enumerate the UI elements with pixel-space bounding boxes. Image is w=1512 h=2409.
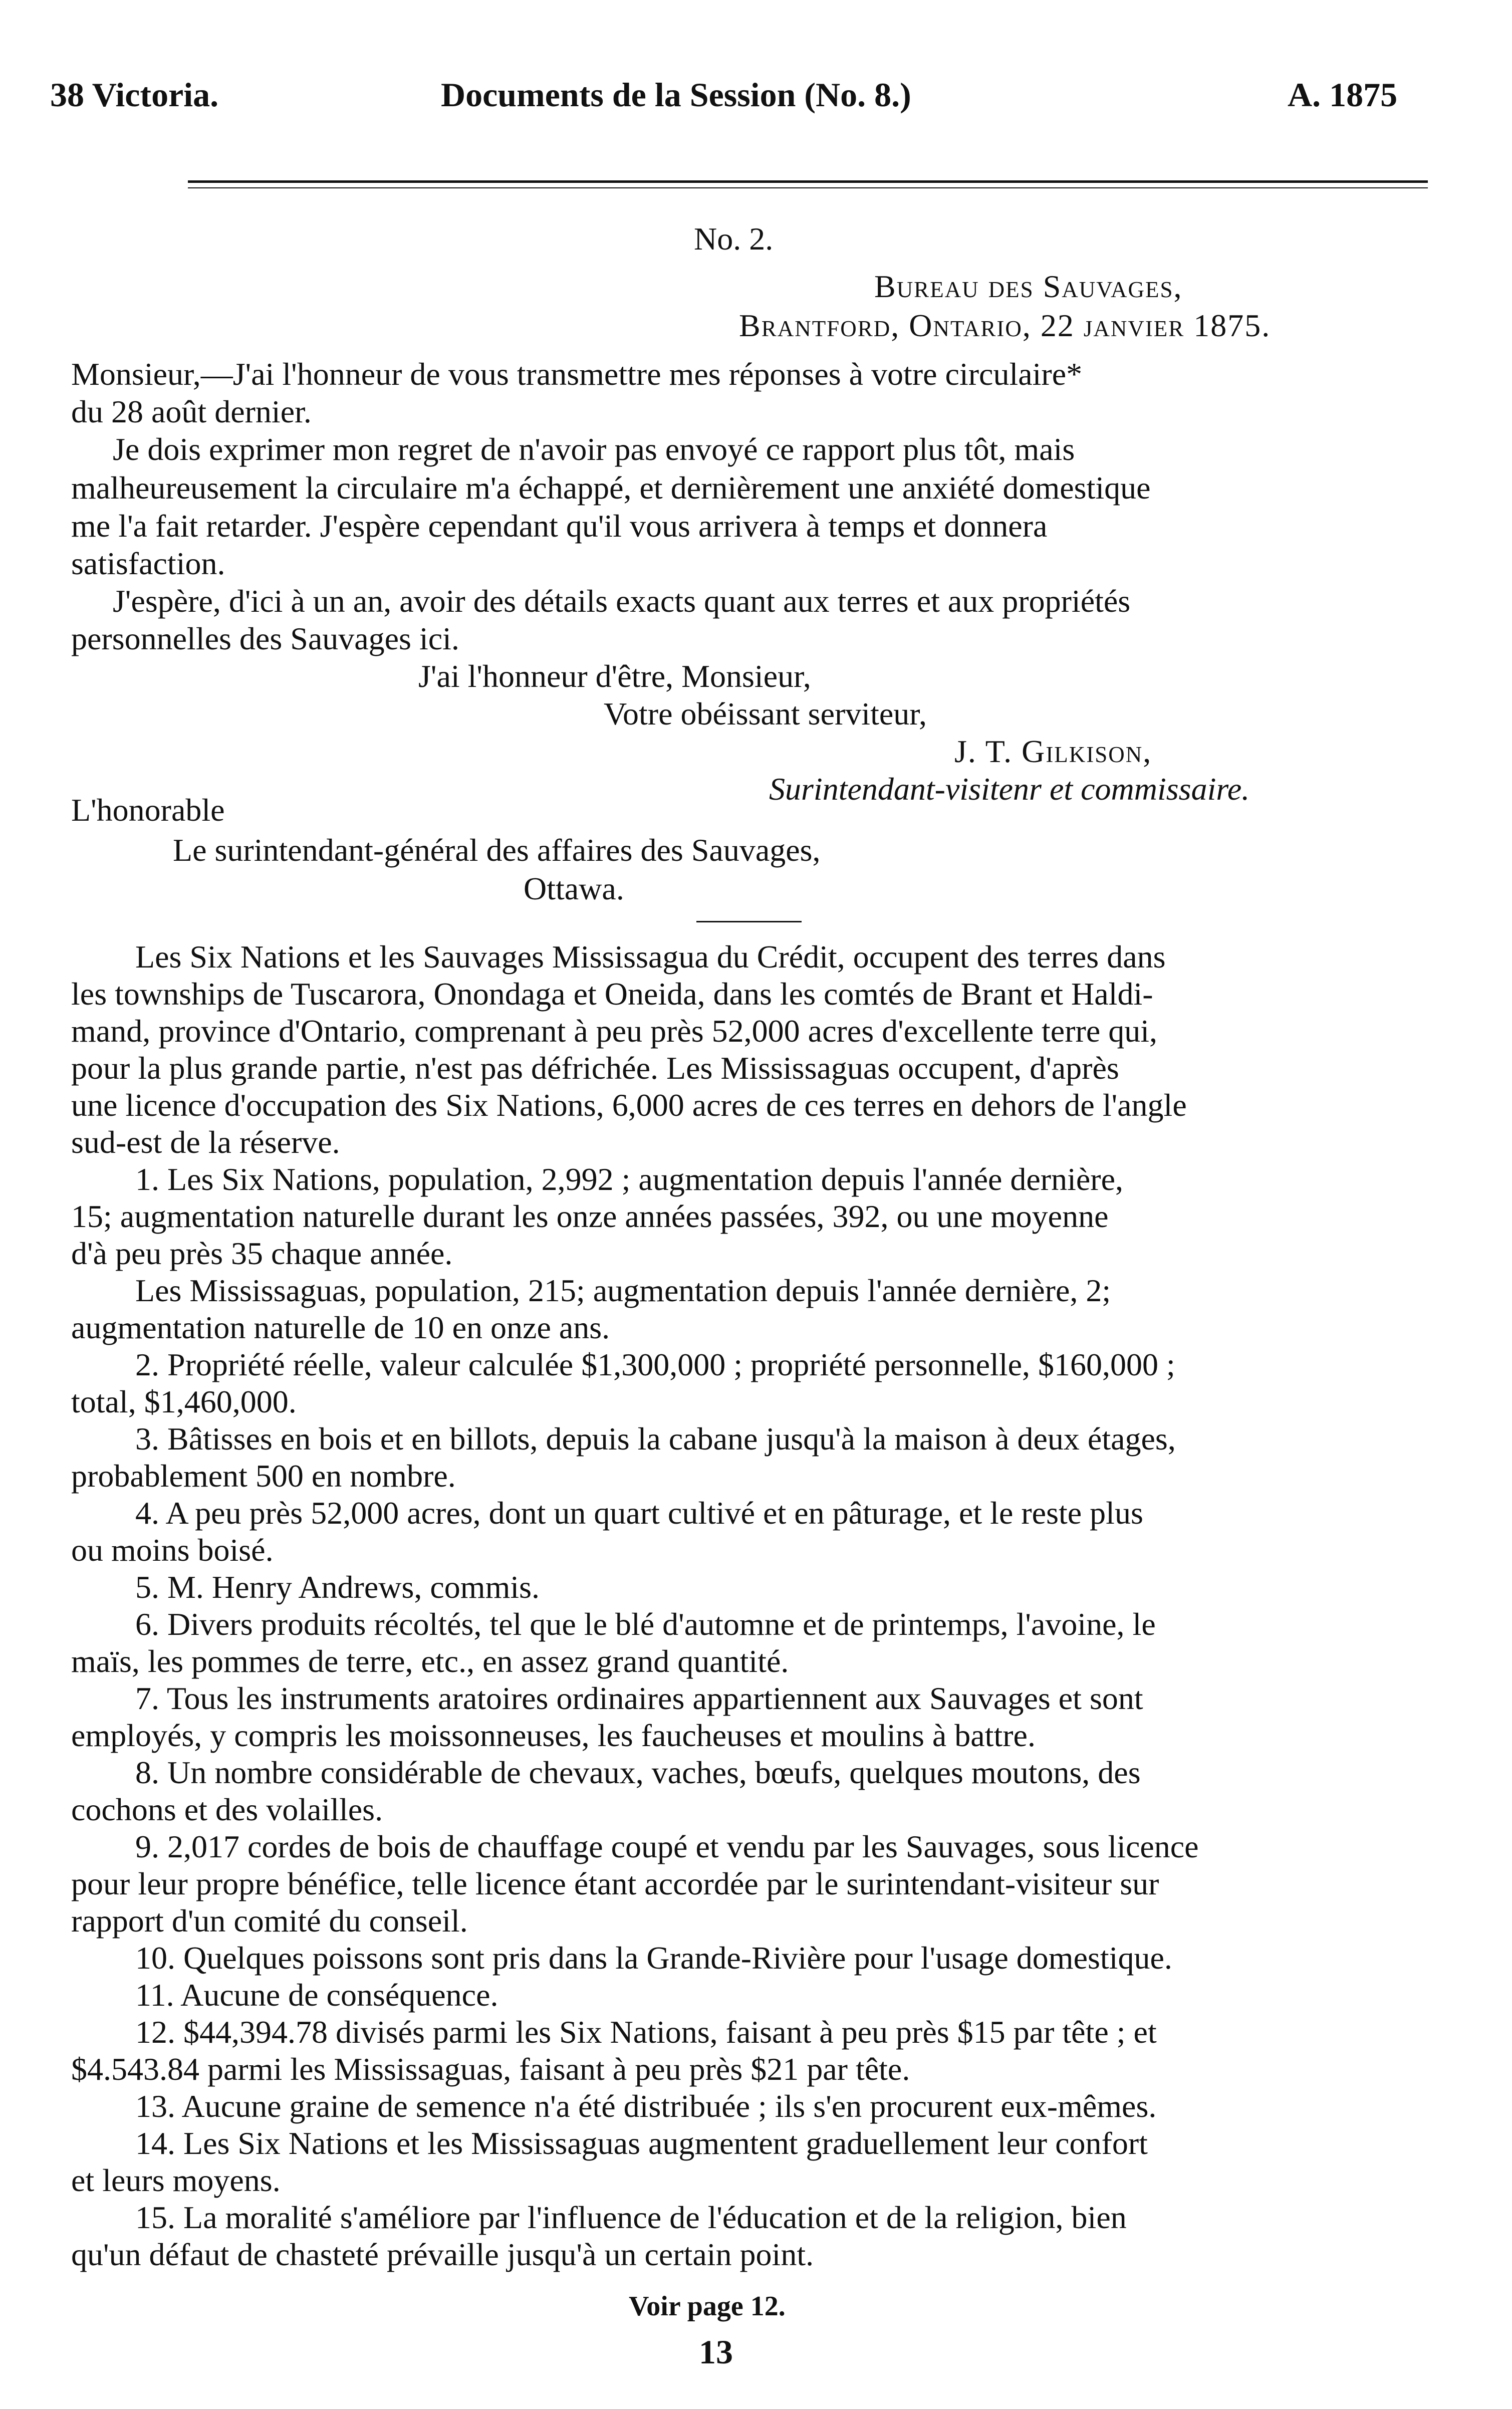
body-line: Les Mississaguas, population, 215; augmentation depuis l'année dernière, 2; (135, 1273, 1111, 1308)
body-line: $4.543.84 parmi les Mississaguas, faisant à peu près $21 par tête. (71, 2051, 910, 2087)
body-line: 14. Les Six Nations et les Mississaguas augmentent graduellement leur confort (135, 2125, 1148, 2161)
body-line: une licence d'occupation des Six Nations, 6,000 acres de ces terres en dehors de l'angle (71, 1087, 1187, 1123)
body-line: 3. Bâtisses en bois et en billots, depuis la cabane jusqu'à la maison à deux étages, (135, 1421, 1176, 1457)
body-line: les townships de Tuscarora, Onondaga et Oneida, dans les comtés de Brant et Haldi- (71, 976, 1153, 1012)
letter-line: malheureusement la circulaire m'a échappé, et dernièrement une anxiété domestique (71, 470, 1151, 506)
letter-line: J'espère, d'ici à un an, avoir des détails exacts quant aux terres et aux propriétés (113, 583, 1131, 619)
letter-addressee: Ottawa. (524, 871, 624, 906)
header-rule-bottom (188, 187, 1428, 188)
body-line: 9. 2,017 cordes de bois de chauffage coupé et vendu par les Sauvages, sous licence (135, 1829, 1199, 1864)
body-line: 1. Les Six Nations, population, 2,992 ; augmentation depuis l'année dernière, (135, 1161, 1123, 1197)
body-line: 4. A peu près 52,000 acres, dont un quart cultivé et en pâturage, et le reste plus (135, 1495, 1143, 1531)
body-line: employés, y compris les moissonneuses, les faucheuses et moulins à battre. (71, 1718, 1036, 1753)
letter-place-date (739, 310, 1271, 342)
letter-line: personnelles des Sauvages ici. (71, 621, 459, 656)
body-line: et leurs moyens. (71, 2162, 281, 2198)
body-line: sud-est de la réserve. (71, 1124, 340, 1160)
body-line: 5. M. Henry Andrews, commis. (135, 1569, 540, 1605)
section-divider (696, 921, 802, 922)
body-line: total, $1,460,000. (71, 1384, 297, 1419)
body-line: d'à peu près 35 chaque année. (71, 1236, 453, 1271)
header-session-year: 38 Victoria. (50, 76, 219, 114)
letter-place-date-text: Brantford, Ontario, 22 janvier 1875. (739, 308, 1271, 343)
letter-signature: J. T. Gilkison, (954, 734, 1152, 769)
body-line: 8. Un nombre considérable de chevaux, vaches, bœufs, quelques moutons, des (135, 1755, 1141, 1790)
body-line: 6. Divers produits récoltés, tel que le blé d'automne et de printemps, l'avoine, le (135, 1606, 1156, 1642)
letter-closing: J'ai l'honneur d'être, Monsieur, (418, 658, 811, 694)
body-line: 15. La moralité s'améliore par l'influence de l'éducation et de la religion, bien (135, 2200, 1127, 2235)
body-line: probablement 500 en nombre. (71, 1458, 456, 1494)
body-line: 15; augmentation naturelle durant les onze années passées, 392, ou une moyenne (71, 1198, 1109, 1234)
body-line: pour leur propre bénéfice, telle licence étant accordée par le surintendant-visiteur sur (71, 1866, 1159, 1901)
letter-line: Je dois exprimer mon regret de n'avoir pas envoyé ce rapport plus tôt, mais (113, 431, 1075, 467)
body-line: mand, province d'Ontario, comprenant à peu près 52,000 acres d'excellente terre qui, (71, 1013, 1157, 1049)
body-line: maïs, les pommes de terre, etc., en assez grand quantité. (71, 1643, 789, 1679)
body-line: Les Six Nations et les Sauvages Mississagua du Crédit, occupent des terres dans (135, 939, 1166, 975)
body-line: 11. Aucune de conséquence. (135, 1977, 498, 2013)
body-line: 7. Tous les instruments aratoires ordinaires appartiennent aux Sauvages et sont (135, 1680, 1143, 1716)
body-line: 13. Aucune graine de semence n'a été distribuée ; ils s'en procurent eux-mêmes. (135, 2088, 1157, 2124)
header-year: A. 1875 (1288, 76, 1398, 114)
letter-signatory-title: Surintendant-visitenr et commissaire. (769, 771, 1250, 807)
body-line: 12. $44,394.78 divisés parmi les Six Nations, faisant à peu près $15 par tête ; et (135, 2014, 1157, 2050)
header-rule-top (188, 180, 1428, 183)
letter-line: Monsieur,—J'ai l'honneur de vous transmettre mes réponses à votre circulaire* (71, 356, 1083, 392)
letter-line: satisfaction. (71, 546, 225, 581)
body-line: ou moins boisé. (71, 1532, 274, 1568)
letter-addressee: Le surintendant-général des affaires des Sauvages, (173, 832, 821, 868)
header-document-title: Documents de la Session (No. 8.) (441, 76, 911, 114)
letter-office: Bureau des Sauvages, (874, 269, 1183, 304)
letter-line: du 28 août dernier. (71, 394, 312, 429)
letter-number: No. 2. (694, 221, 774, 257)
page-number: 13 (699, 2333, 733, 2371)
letter-line: me l'a fait retarder. J'espère cependant qu'il vous arrivera à temps et donnera (71, 508, 1048, 544)
body-line: augmentation naturelle de 10 en onze ans. (71, 1310, 610, 1345)
letter-addressee: L'honorable (71, 792, 225, 828)
body-line: qu'un défaut de chasteté prévaille jusqu'à un certain point. (71, 2237, 814, 2272)
body-line: cochons et des volailles. (71, 1792, 383, 1827)
body-line: 2. Propriété réelle, valeur calculée $1,300,000 ; propriété personnelle, $160,000 ; (135, 1347, 1175, 1382)
body-line: pour la plus grande partie, n'est pas défrichée. Les Mississaguas occupent, d'après (71, 1050, 1119, 1086)
body-line: rapport d'un comité du conseil. (71, 1903, 468, 1939)
footer-note: Voir page 12. (629, 2291, 786, 2322)
letter-closing: Votre obéissant serviteur, (604, 696, 927, 732)
body-line: 10. Quelques poissons sont pris dans la Grande-Rivière pour l'usage domestique. (135, 1940, 1172, 1976)
